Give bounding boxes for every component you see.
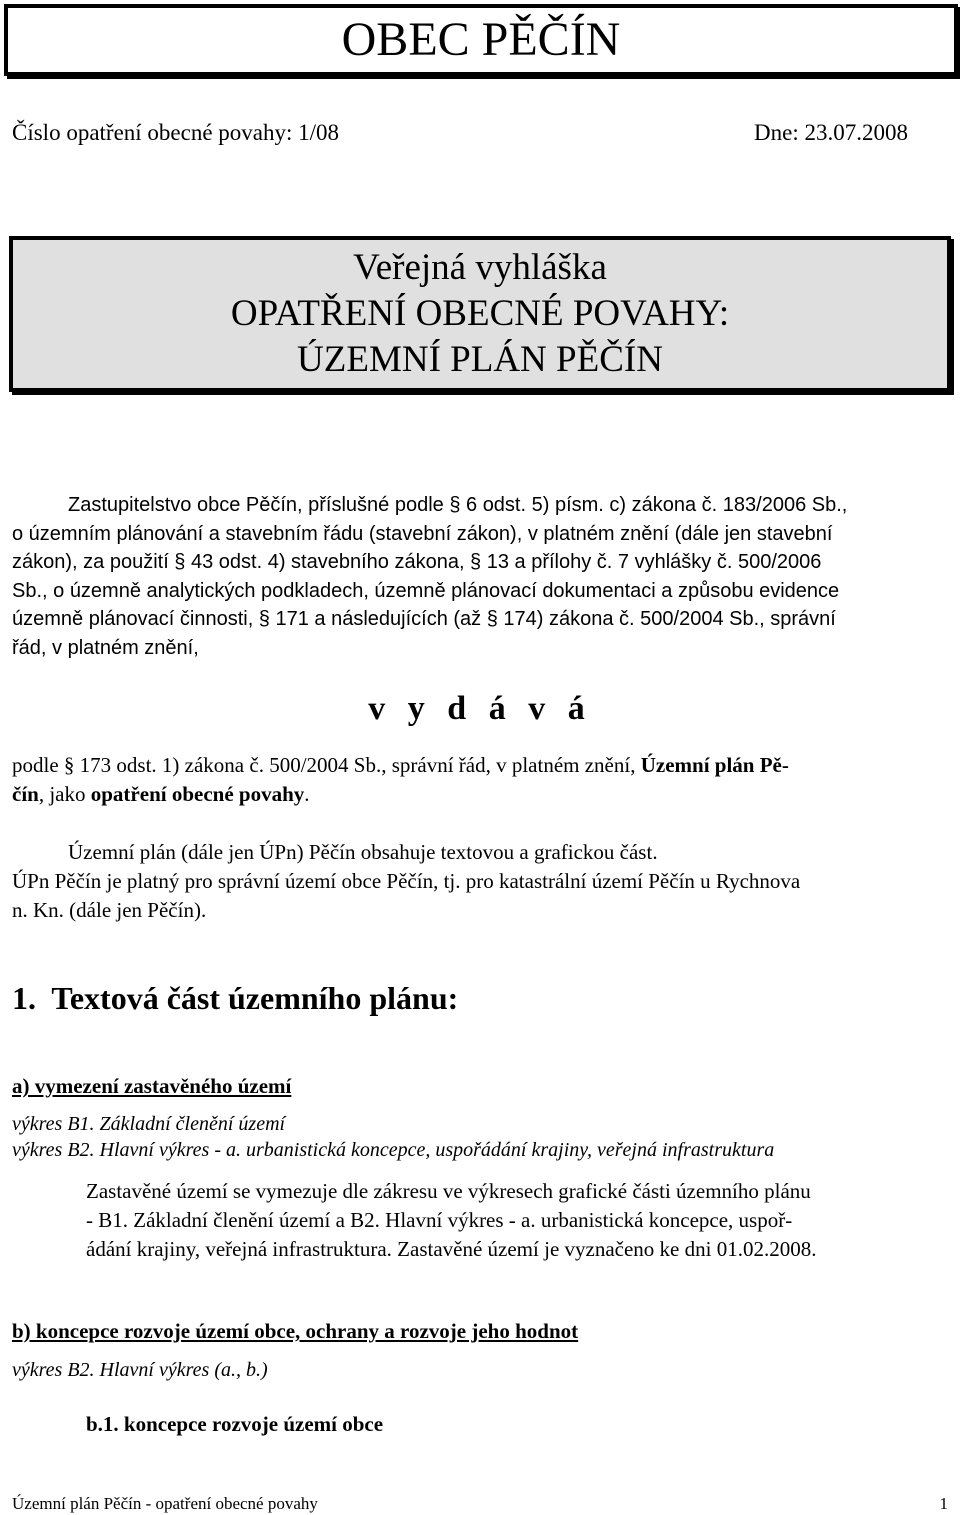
- decision-plan-name: Územní plán Pě-: [640, 753, 789, 777]
- subsection-b1-heading: b.1. koncepce rozvoje území obce: [86, 1412, 384, 1436]
- decision-measure-type: opatření obecné povahy: [90, 782, 305, 806]
- decision-line-1: [12, 751, 932, 780]
- municipality-title: OBEC PĚČÍN: [341, 13, 621, 66]
- intro-line: řád, v platném znění,: [12, 636, 199, 659]
- decision-text: .: [304, 782, 310, 806]
- section-a-line: - B1. Základní členění území a B2. Hlavní výkres - a. urbanistická koncepce, uspoř-: [86, 1208, 793, 1232]
- intro-line: Sb., o územně analytických podkladech, územně plánovací dokumentaci a způsobu evidence: [12, 579, 840, 602]
- banner-line-1: Veřejná vyhláška: [353, 247, 607, 288]
- footer-document-title: Územní plán Pěčín - opatření obecné povahy: [12, 1494, 318, 1513]
- section-1-heading: 1. Textová část územního plánu:: [12, 980, 459, 1016]
- decision-paragraph: [12, 751, 932, 809]
- banner-line-2: OPATŘENÍ OBECNÉ POVAHY:: [230, 293, 730, 334]
- section-b-heading: b) koncepce rozvoje území obce, ochrany a rozvoje jeho hodnot: [12, 1319, 579, 1343]
- intro-line: územně plánovací činnosti, § 171 a následujících (až § 174) zákona č. 500/2004 Sb., správní: [12, 608, 836, 630]
- decision-plan-name-end: čín: [12, 782, 39, 806]
- issues-heading: v y d á v á: [368, 690, 592, 727]
- measure-number: Číslo opatření obecné povahy: 1/08: [12, 120, 340, 145]
- scope-paragraph: [12, 838, 932, 925]
- decision-text: , jako: [38, 782, 91, 806]
- document-date: Dne: 23.07.2008: [754, 120, 908, 145]
- scope-line: n. Kn. (dále jen Pěčín).: [12, 898, 207, 922]
- decision-text: podle § 173 odst. 1) zákona č. 500/2004 Sb., správní řád, v platném znění,: [12, 753, 641, 777]
- section-a-body: [86, 1177, 952, 1264]
- footer-page-number: 1: [939, 1494, 948, 1513]
- banner-line-3: ÚZEMNÍ PLÁN PĚČÍN: [297, 339, 663, 380]
- section-b-drawing-ref: výkres B2. Hlavní výkres (a., b.): [12, 1359, 268, 1381]
- public-notice-banner: [9, 236, 951, 392]
- scope-line: Územní plán (dále jen ÚPn) Pěčín obsahuje textovou a grafickou část.: [68, 840, 658, 864]
- section-a-line: ádání krajiny, veřejná infrastruktura. Zastavěné území je vyznačeno ke dni 01.02.2008.: [86, 1237, 817, 1261]
- scope-line: ÚPn Pěčín je platný pro správní území obce Pěčín, tj. pro katastrální území Pěčín u Rychnova: [12, 869, 801, 893]
- municipality-title-box: [4, 4, 958, 76]
- intro-line: Zastupitelstvo obce Pěčín, příslušné podle § 6 odst. 5) písm. c) zákona č. 183/2006 Sb.,: [68, 494, 848, 516]
- intro-line: zákon), za použití § 43 odst. 4) stavebního zákona, § 13 a přílohy č. 7 vyhlášky č. 500/2006: [12, 551, 822, 573]
- decision-line-2: [12, 780, 932, 809]
- intro-paragraph: [12, 491, 932, 662]
- intro-line: o územním plánování a stavebním řádu (stavební zákon), v platném znění (dále jen stavební: [12, 522, 833, 545]
- section-a-heading: a) vymezení zastavěného území: [12, 1074, 292, 1098]
- section-a-drawing-ref-1: výkres B1. Základní členění území: [12, 1113, 286, 1135]
- section-a-drawing-ref-2: výkres B2. Hlavní výkres - a. urbanistická koncepce, uspořádání krajiny, veřejná infrastruktura: [12, 1139, 775, 1161]
- section-a-line: Zastavěné území se vymezuje dle zákresu ve výkresech grafické části územního plánu: [86, 1179, 811, 1203]
